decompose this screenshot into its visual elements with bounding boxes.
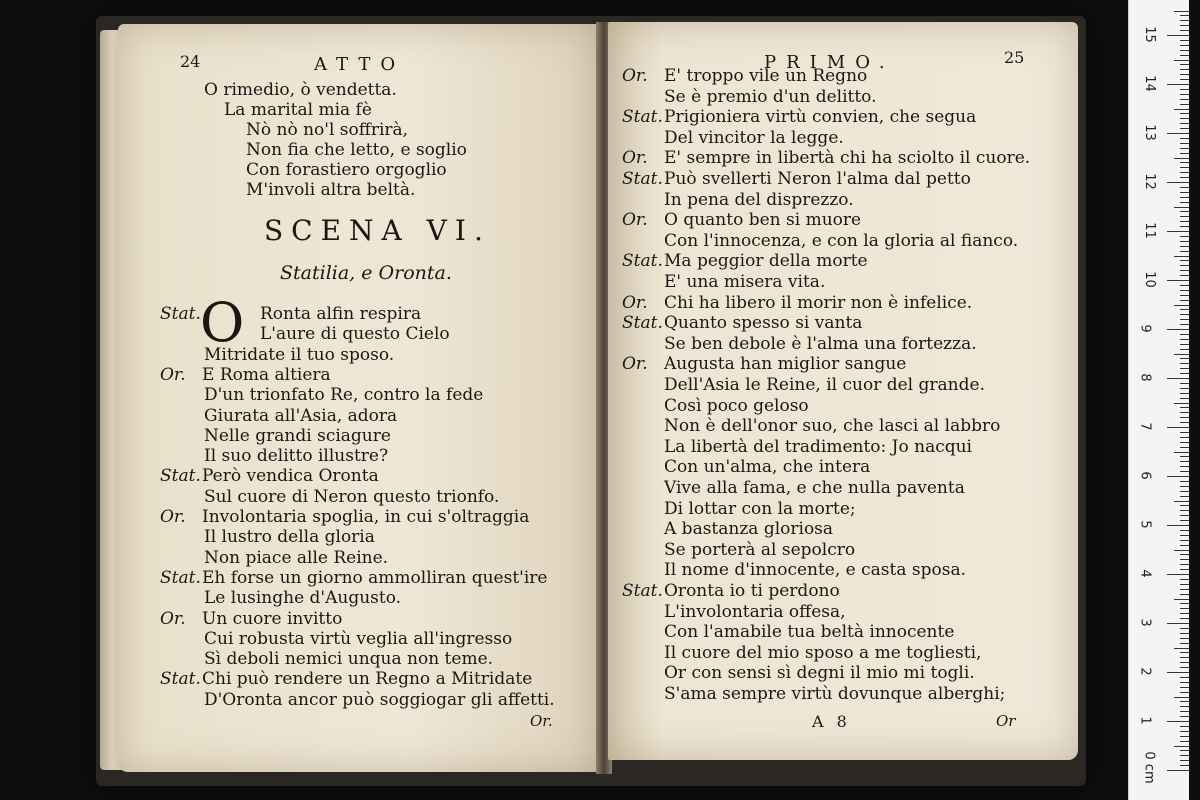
ruler-tick (1174, 697, 1189, 698)
ruler-tick (1180, 706, 1189, 707)
ruler-tick (1180, 211, 1189, 212)
ruler-tick (1180, 540, 1189, 541)
dialogue-line: Involontaria spoglia, in cui s'oltraggia (202, 507, 530, 527)
ruler-tick (1180, 618, 1189, 619)
ruler-tick (1180, 177, 1189, 178)
ruler-tick (1180, 25, 1189, 26)
ruler-tick (1180, 613, 1189, 614)
ruler-tick (1180, 79, 1189, 80)
ruler-tick (1180, 765, 1189, 766)
ruler-tick (1180, 167, 1189, 168)
ruler-tick (1174, 746, 1189, 747)
printer-signature: A 8 (812, 712, 851, 731)
speaker-label: Stat. (622, 107, 663, 128)
ruler-number: 9 (1137, 324, 1153, 333)
ruler-tick (1180, 657, 1189, 658)
ruler-tick (1180, 579, 1189, 580)
ruler-tick (1180, 559, 1189, 560)
ruler-tick (1180, 466, 1189, 467)
ruler-tick (1167, 133, 1189, 134)
ruler-tick (1180, 741, 1189, 742)
ruler-tick (1180, 113, 1189, 114)
dialogue-line: Chi ha libero il morir non è infelice. (664, 292, 973, 313)
dialogue-line: Se porterà al sepolcro (664, 539, 856, 560)
ruler-tick (1180, 726, 1189, 727)
ruler-tick (1180, 314, 1189, 315)
ruler-tick (1180, 373, 1189, 374)
ruler-tick (1180, 594, 1189, 595)
ruler-tick (1167, 721, 1189, 722)
ruler-tick (1180, 153, 1189, 154)
ruler-tick (1180, 417, 1189, 418)
ruler-number: 1 (1137, 716, 1153, 725)
left-page (118, 24, 598, 772)
dialogue-line: Prigioniera virtù convien, che segua (664, 107, 977, 128)
ruler-tick (1180, 358, 1189, 359)
ruler-unit-label: 0 cm (1141, 751, 1157, 784)
ruler-tick (1180, 275, 1189, 276)
speaker-label: Stat. (622, 169, 663, 189)
speaker-label: Stat. (160, 567, 201, 588)
ruler-tick (1180, 545, 1189, 546)
dialogue-line: Di lottar con la morte; (664, 498, 856, 519)
ruler-number: 3 (1137, 618, 1153, 627)
ruler-tick (1180, 731, 1189, 732)
dialogue-line: Può svellerti Neron l'alma dal petto (664, 169, 971, 189)
ruler-tick (1174, 305, 1189, 306)
speaker-label: Or. (160, 364, 186, 385)
ruler-number: 11 (1141, 222, 1157, 239)
ruler-tick (1180, 481, 1189, 482)
ruler-tick (1180, 407, 1189, 408)
ruler-tick (1180, 447, 1189, 448)
ruler-tick (1167, 231, 1189, 232)
ruler-tick (1180, 197, 1189, 198)
ruler-tick (1174, 256, 1189, 257)
ruler-number: 14 (1141, 75, 1157, 92)
dialogue-line: O quanto ben si muore (664, 210, 862, 231)
verse-line: M'involi altra beltà. (246, 180, 416, 200)
left-running-head: ATTO (314, 54, 406, 75)
ruler-tick (1180, 515, 1189, 516)
ruler-tick (1167, 770, 1189, 771)
ruler-tick (1180, 584, 1189, 585)
dialogue-line: Or con sensi sì degni il mio mi togli. (664, 663, 975, 684)
ruler-tick (1167, 182, 1189, 183)
speaker-label: Or. (622, 354, 648, 375)
dialogue-line: Il cuore del mio sposo a me togliesti, (664, 642, 982, 663)
ruler-tick (1174, 648, 1189, 649)
dialogue-line: Con l'amabile tua beltà innocente (664, 622, 955, 643)
dialogue-line: Sul cuore di Neron questo trionfo. (204, 486, 500, 507)
ruler-tick (1180, 187, 1189, 188)
ruler-tick (1180, 442, 1189, 443)
speaker-label: Or. (622, 148, 648, 169)
ruler-tick (1180, 667, 1189, 668)
verse-line: Non fia che letto, e soglio (246, 140, 467, 160)
ruler-tick (1167, 35, 1189, 36)
ruler-tick (1180, 202, 1189, 203)
verse-line: Con forastiero orgoglio (246, 160, 447, 180)
ruler-tick (1180, 682, 1189, 683)
ruler-tick (1180, 505, 1189, 506)
dialogue-line: Sì deboli nemici unqua non teme. (204, 649, 494, 670)
dialogue-line: Se è premio d'un delitto. (664, 86, 877, 107)
ruler-tick (1180, 564, 1189, 565)
ruler-tick (1180, 456, 1189, 457)
dialogue-line: Del vincitor la legge. (664, 127, 844, 148)
dialogue-line: Mitridate il tuo sposo. (204, 344, 395, 365)
ruler-number: 7 (1137, 422, 1153, 431)
ruler-tick (1180, 711, 1189, 712)
dialogue-line: Il suo delitto illustre? (204, 446, 389, 467)
ruler-tick (1174, 354, 1189, 355)
ruler-tick (1180, 520, 1189, 521)
ruler-tick (1180, 692, 1189, 693)
dialogue-line: Giurata all'Asia, adora (204, 405, 398, 426)
dialogue-line: D'un trionfato Re, contro la fede (204, 385, 484, 406)
ruler-tick (1180, 701, 1189, 702)
ruler-tick (1174, 11, 1189, 12)
ruler-tick (1180, 687, 1189, 688)
ruler-tick (1180, 437, 1189, 438)
ruler-tick (1180, 265, 1189, 266)
ruler-tick (1180, 608, 1189, 609)
ruler-tick (1174, 599, 1189, 600)
ruler-tick (1180, 260, 1189, 261)
ruler-tick (1180, 363, 1189, 364)
ruler-number: 6 (1137, 471, 1153, 480)
left-page-number: 24 (180, 52, 201, 71)
dialogue-line: Oronta io ti perdono (664, 581, 840, 601)
dialogue-line: Il nome d'innocente, e casta sposa. (664, 560, 966, 581)
ruler-tick (1180, 388, 1189, 389)
ruler-tick (1180, 148, 1189, 149)
dialogue-line: S'ama sempre virtù dovunque alberghi; (664, 684, 1006, 704)
ruler-tick (1180, 461, 1189, 462)
ruler-tick (1180, 251, 1189, 252)
ruler-tick (1180, 383, 1189, 384)
measuring-ruler (1128, 0, 1189, 800)
scene-characters: Statilia, e Oronta. (280, 262, 452, 284)
ruler-number: 8 (1137, 373, 1153, 382)
ruler-tick (1180, 290, 1189, 291)
dialogue-line: E Roma altiera (202, 364, 331, 385)
dialogue-line: Eh forse un giorno ammolliran quest'ire (202, 567, 548, 588)
ruler-tick (1180, 486, 1189, 487)
ruler-tick (1180, 569, 1189, 570)
ruler-tick (1167, 280, 1189, 281)
ruler-tick (1180, 652, 1189, 653)
scene-title: SCENA VI. (264, 214, 491, 247)
right-page-number: 25 (1004, 48, 1025, 67)
ruler-tick (1174, 550, 1189, 551)
speaker-label: Stat. (622, 313, 663, 334)
ruler-tick (1180, 192, 1189, 193)
ruler-tick (1180, 40, 1189, 41)
ruler-tick (1180, 285, 1189, 286)
ruler-tick (1174, 207, 1189, 208)
dialogue-line: Non è dell'onor suo, che lasci al labbro (664, 416, 1001, 437)
ruler-tick (1180, 99, 1189, 100)
ruler-tick (1180, 94, 1189, 95)
ruler-tick (1180, 633, 1189, 634)
right-running-head: PRIMO. (764, 52, 895, 73)
ruler-tick (1167, 84, 1189, 85)
ruler-tick (1180, 638, 1189, 639)
ruler-tick (1180, 736, 1189, 737)
ruler-tick (1180, 89, 1189, 90)
ruler-tick (1180, 349, 1189, 350)
ruler-tick (1180, 309, 1189, 310)
ruler-tick (1180, 530, 1189, 531)
dialogue-line: Se ben debole è l'alma una fortezza. (664, 333, 977, 354)
ruler-tick (1180, 422, 1189, 423)
ruler-tick (1180, 246, 1189, 247)
ruler-tick (1180, 344, 1189, 345)
ruler-tick (1167, 329, 1189, 330)
right-catchword: Or (996, 712, 1016, 730)
ruler-tick (1180, 138, 1189, 139)
ruler-tick (1180, 334, 1189, 335)
ruler-tick (1180, 236, 1189, 237)
dialogue-line: Nelle grandi sciagure (204, 425, 391, 446)
verse-line: Nò nò no'l soffrirà, (246, 120, 409, 140)
ruler-number: 10 (1141, 271, 1157, 288)
speaker-label: Or. (160, 507, 186, 527)
ruler-tick (1180, 143, 1189, 144)
speaker-label: Or. (160, 608, 186, 629)
speaker-label: Stat. (160, 304, 201, 324)
dialogue-line: Quanto spesso si vanta (664, 313, 863, 334)
ruler-tick (1180, 162, 1189, 163)
dialogue-line: Ronta alfin respira (260, 304, 422, 324)
verse-line: O rimedio, ò vendetta. (204, 80, 397, 100)
speaker-label: Stat. (622, 251, 663, 272)
ruler-tick (1180, 20, 1189, 21)
ruler-tick (1167, 525, 1189, 526)
ruler-tick (1180, 398, 1189, 399)
ruler-tick (1174, 158, 1189, 159)
ruler-tick (1180, 172, 1189, 173)
ruler-tick (1180, 319, 1189, 320)
ruler-tick (1180, 760, 1189, 761)
dialogue-line: E' sempre in libertà chi ha sciolto il cuore. (664, 148, 1031, 169)
ruler-tick (1180, 324, 1189, 325)
ruler-tick (1180, 491, 1189, 492)
ruler-tick (1180, 69, 1189, 70)
dialogue-line: L'involontaria offesa, (664, 601, 846, 622)
dialogue-line: Augusta han miglior sangue (664, 354, 907, 375)
ruler-tick (1180, 241, 1189, 242)
speaker-label: Stat. (160, 669, 201, 690)
ruler-tick (1180, 300, 1189, 301)
right-page (608, 22, 1078, 760)
dialogue-line: D'Oronta ancor può soggiogar gli affetti. (204, 689, 555, 710)
speaker-label: Or. (622, 210, 648, 231)
ruler-tick (1180, 45, 1189, 46)
ruler-number: 15 (1141, 26, 1157, 43)
ruler-tick (1180, 128, 1189, 129)
ruler-tick (1167, 623, 1189, 624)
ruler-tick (1180, 716, 1189, 717)
ruler-tick (1180, 55, 1189, 56)
dialogue-line: E' troppo vile un Regno (664, 66, 868, 86)
ruler-tick (1174, 403, 1189, 404)
dialogue-line: Però vendica Oronta (202, 466, 379, 487)
dialogue-line: Ma peggior della morte (664, 251, 868, 272)
ruler-number: 13 (1141, 124, 1157, 141)
ruler-tick (1180, 471, 1189, 472)
ruler-tick (1180, 393, 1189, 394)
dialogue-line: In pena del disprezzo. (664, 189, 854, 210)
ruler-tick (1180, 603, 1189, 604)
dialogue-line: Così poco geloso (664, 395, 809, 416)
ruler-tick (1174, 109, 1189, 110)
ruler-tick (1180, 412, 1189, 413)
ruler-tick (1167, 476, 1189, 477)
ruler-tick (1174, 501, 1189, 502)
ruler-tick (1174, 452, 1189, 453)
dialogue-line: Non piace alle Reine. (204, 547, 389, 568)
dialogue-line: E' una misera vita. (664, 272, 826, 292)
ruler-tick (1180, 432, 1189, 433)
ruler-tick (1180, 755, 1189, 756)
ruler-number: 5 (1137, 520, 1153, 529)
ruler-tick (1180, 118, 1189, 119)
ruler-tick (1180, 554, 1189, 555)
ruler-tick (1180, 123, 1189, 124)
ruler-tick (1180, 643, 1189, 644)
ruler-tick (1180, 750, 1189, 751)
ruler-tick (1180, 74, 1189, 75)
dialogue-line: Il lustro della gloria (204, 527, 375, 548)
dialogue-line: Con un'alma, che intera (664, 457, 871, 478)
ruler-tick (1180, 216, 1189, 217)
ruler-tick (1180, 64, 1189, 65)
drop-capital: O (200, 291, 245, 354)
dialogue-line: Cui robusta virtù veglia all'ingresso (204, 628, 513, 649)
speaker-label: Stat. (622, 581, 663, 601)
ruler-tick (1180, 30, 1189, 31)
dialogue-line: Chi può rendere un Regno a Mitridate (202, 669, 533, 690)
dialogue-line: Un cuore invitto (202, 608, 343, 629)
ruler-number: 4 (1137, 569, 1153, 578)
ruler-tick (1180, 496, 1189, 497)
ruler-tick (1180, 226, 1189, 227)
speaker-label: Stat. (160, 466, 201, 487)
dialogue-line: Con l'innocenza, e con la gloria al fianco. (664, 230, 1019, 251)
ruler-tick (1174, 60, 1189, 61)
ruler-tick (1167, 378, 1189, 379)
ruler-tick (1180, 295, 1189, 296)
ruler-number: 12 (1141, 173, 1157, 190)
ruler-tick (1180, 510, 1189, 511)
ruler-tick (1180, 535, 1189, 536)
ruler-tick (1180, 368, 1189, 369)
ruler-tick (1167, 672, 1189, 673)
ruler-tick (1180, 677, 1189, 678)
dialogue-line: Vive alla fama, e che nulla paventa (664, 478, 965, 498)
speaker-label: Or. (622, 292, 648, 313)
ruler-tick (1167, 574, 1189, 575)
ruler-tick (1167, 427, 1189, 428)
ruler-number: 2 (1137, 667, 1153, 676)
ruler-tick (1180, 15, 1189, 16)
ruler-tick (1180, 104, 1189, 105)
speaker-label: Or. (622, 66, 648, 86)
dialogue-line: Dell'Asia le Reine, il cuor del grande. (664, 375, 985, 395)
ruler-tick (1180, 50, 1189, 51)
verse-line: La marital mia fè (224, 100, 372, 120)
dialogue-line: Le lusinghe d'Augusto. (204, 588, 402, 609)
dialogue-line: A bastanza gloriosa (664, 519, 834, 540)
ruler-tick (1180, 662, 1189, 663)
ruler-tick (1180, 339, 1189, 340)
ruler-tick (1180, 589, 1189, 590)
dialogue-line: La libertà del tradimento: Jo nacqui (664, 436, 972, 457)
ruler-tick (1180, 628, 1189, 629)
ruler-tick (1180, 221, 1189, 222)
dialogue-line: L'aure di questo Cielo (260, 324, 450, 345)
left-catchword: Or. (530, 712, 553, 730)
ruler-tick (1180, 270, 1189, 271)
